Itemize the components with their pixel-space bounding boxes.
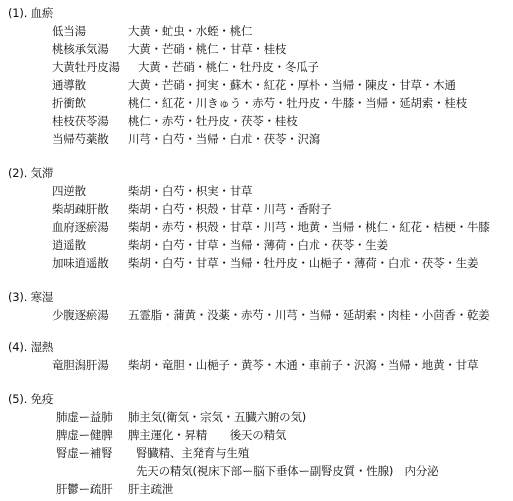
formula-ingredients: 大黄・芒硝・抲実・蘇木・紅花・厚朴・当帰・陳皮・甘草・木通 bbox=[128, 78, 456, 92]
formula-ingredients: 川芎・白芍・当帰・白朮・茯苓・沢瀉 bbox=[128, 132, 321, 146]
formula-name: 血府逐瘀湯 bbox=[52, 220, 109, 234]
organ-function: 脾主運化・昇精 後天の精気 bbox=[128, 428, 287, 442]
formula-name: 逍遥散 bbox=[52, 238, 86, 252]
section-heading-cold-damp: (3). 寒湿 bbox=[8, 290, 54, 304]
section-heading-damp-heat: (4). 湿熱 bbox=[8, 340, 54, 354]
formula-ingredients: 桃仁・赤芍・牡丹皮・茯苓・桂枝 bbox=[128, 114, 298, 128]
formula-name: 桃核承気湯 bbox=[52, 42, 109, 56]
formula-name: 通導散 bbox=[52, 78, 86, 92]
formula-ingredients: 柴胡・竜胆・山梔子・黄芩・木通・車前子・沢瀉・当帰・地黄・甘草 bbox=[128, 358, 479, 372]
formula-ingredients: 大黄・芒硝・桃仁・牡丹皮・冬瓜子 bbox=[138, 60, 319, 74]
organ-function: 肺主気(衛気・宗気・五臓六腑の気) bbox=[128, 410, 307, 424]
formula-name: 柴胡疎肝散 bbox=[52, 202, 109, 216]
organ-treatment: 肺虚ー益肺 bbox=[56, 410, 113, 424]
formula-name: 少腹逐瘀湯 bbox=[52, 308, 109, 322]
formula-ingredients: 柴胡・白芍・枳実・甘草 bbox=[128, 184, 253, 198]
formula-ingredients: 柴胡・白芍・枳殻・甘草・川芎・香附子 bbox=[128, 202, 332, 216]
formula-ingredients: 桃仁・紅花・川きゅう・赤芍・牡丹皮・牛膝・当帰・延胡索・桂枝 bbox=[128, 96, 467, 110]
formula-name: 低当湯 bbox=[52, 24, 86, 38]
organ-function: 肝主疏泄 bbox=[128, 482, 174, 496]
organ-treatment: 肝鬱ー疏肝 bbox=[56, 482, 113, 496]
section-heading-immunity: (5). 免疫 bbox=[8, 392, 54, 406]
organ-treatment: 腎虚ー補腎 bbox=[56, 446, 113, 460]
formula-ingredients: 五霊脂・蒲黄・没薬・赤芍・川芎・当帰・延胡索・肉桂・小茴香・乾姜 bbox=[128, 308, 490, 322]
formula-name: 当帰芍薬散 bbox=[52, 132, 109, 146]
organ-function: 腎臓精、主発育与生殖 bbox=[136, 446, 249, 460]
formula-name: 桂枝茯苓湯 bbox=[52, 114, 109, 128]
organ-treatment: 脾虚ー健脾 bbox=[56, 428, 113, 442]
formula-ingredients: 大黄・虻虫・水蛭・桃仁 bbox=[128, 24, 253, 38]
formula-name: 四逆散 bbox=[52, 184, 86, 198]
formula-ingredients: 柴胡・赤芍・枳殻・甘草・川芎・地黄・当帰・桃仁・紅花・桔梗・牛膝 bbox=[128, 220, 490, 234]
section-heading-blood-stasis: (1). 血瘀 bbox=[8, 6, 54, 20]
formula-name: 加味逍遥散 bbox=[52, 256, 109, 270]
formula-ingredients: 柴胡・白芍・甘草・当帰・薄荷・白朮・茯苓・生姜 bbox=[128, 238, 388, 252]
formula-ingredients: 柴胡・白芍・甘草・当帰・牡丹皮・山梔子・薄荷・白朮・茯苓・生姜 bbox=[128, 256, 479, 270]
formula-ingredients: 大黄・芒硝・桃仁・甘草・桂枝 bbox=[128, 42, 287, 56]
formula-name: 折衝飲 bbox=[52, 96, 86, 110]
formula-name: 大黄牡丹皮湯 bbox=[52, 60, 120, 74]
organ-function-continued: 先天の精気(視床下部ー脳下垂体ー副腎皮質・性腺) 内分泌 bbox=[136, 464, 439, 478]
section-heading-qi-stagnation: (2). 気滞 bbox=[8, 166, 54, 180]
formula-name: 竜胆潟肝湯 bbox=[52, 358, 109, 372]
